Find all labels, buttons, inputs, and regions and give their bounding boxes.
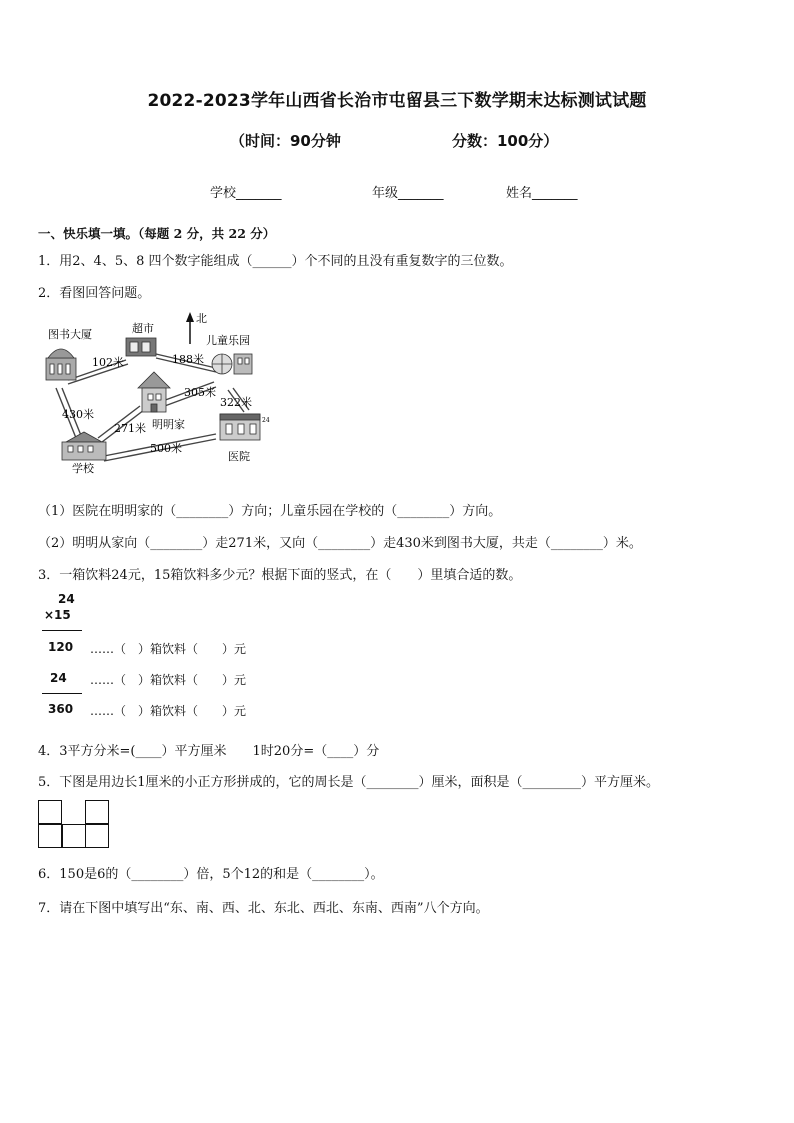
calc-partial-2: 24	[50, 671, 67, 685]
question-6: 6．150是6的（________）倍，5个12的和是（________）。	[38, 867, 384, 882]
grade-field: 年级_______	[372, 186, 444, 201]
calc-line-2: ……（ ）箱饮料（ ）元	[90, 673, 247, 687]
question-1: 1．用2、4、5、8 四个数字能组成（______）个不同的且没有重复数字的三位数。	[38, 254, 513, 269]
calc-product: 360	[48, 702, 74, 716]
page-title: 2022-2023学年山西省长治市屯留县三下数学期末达标测试试题	[147, 91, 647, 111]
question-7: 7．请在下图中填写出“东、南、西、北、东北、西北、东南、西南”八个方向。	[38, 901, 489, 916]
hospital-label: 医院	[228, 450, 250, 463]
distance-library-supermarket: 102米	[92, 356, 124, 369]
question-2: 2．看图回答问题。	[38, 286, 151, 301]
grid-square	[85, 800, 109, 824]
distance-school-home: 271米	[114, 422, 146, 435]
calc-rule-1	[42, 630, 82, 631]
school-field: 学校_______	[210, 186, 282, 201]
north-label: 北	[196, 312, 207, 325]
distance-library-school: 430米	[62, 408, 94, 421]
calc-line-3: ……（ ）箱饮料（ ）元	[90, 704, 247, 718]
calc-line-1: ……（ ）箱饮料（ ）元	[90, 642, 247, 656]
grid-square	[85, 824, 109, 848]
park-icon	[212, 354, 252, 374]
question-5: 5．下图是用边长1厘米的小正方形拼成的，它的周长是（________）厘米，面积是（_________）平方厘米。	[38, 775, 660, 790]
north-arrow-icon	[186, 312, 194, 344]
supermarket-label: 超市	[132, 322, 154, 335]
calc-rule-2	[42, 693, 82, 694]
hospital-sign: 24	[262, 417, 270, 424]
supermarket-building-icon	[126, 338, 156, 356]
hospital-building-icon	[220, 414, 260, 440]
exam-score: 分数：100分）	[452, 132, 559, 150]
home-building-icon	[138, 372, 170, 412]
map-figure	[38, 308, 278, 475]
question-3: 3．一箱饮料24元，15箱饮料多少元？根据下面的竖式，在（ ）里填合适的数。	[38, 568, 522, 583]
calc-multiplier: ×15	[44, 608, 71, 622]
grid-square	[38, 824, 62, 848]
library-building-icon	[46, 349, 76, 380]
section-heading: 一、快乐填一填。（每题 2 分，共 22 分）	[38, 226, 276, 241]
question-2-2: （2）明明从家向（________）走271米，又向（________）走430米到图书大厦，共走（________）米。	[38, 536, 642, 551]
name-field: 姓名_______	[506, 186, 578, 201]
distance-home-park: 305米	[184, 386, 216, 399]
distance-park-hospital: 322米	[220, 396, 252, 409]
school-label: 学校	[72, 462, 94, 475]
library-label: 图书大厦	[48, 328, 92, 341]
grid-square	[62, 824, 86, 848]
calc-multiplicand: 24	[58, 592, 75, 606]
distance-school-hospital: 500米	[150, 442, 182, 455]
question-4: 4．3平方分米=(____）平方厘米 1时20分=（____）分	[38, 744, 380, 759]
exam-time: （时间：90分钟	[230, 132, 341, 150]
park-label: 儿童乐园	[206, 334, 250, 347]
grid-square	[38, 800, 62, 824]
home-label: 明明家	[152, 418, 185, 431]
calc-partial-1: 120	[48, 640, 74, 654]
distance-supermarket-park: 188米	[172, 353, 204, 366]
question-2-1: （1）医院在明明家的（________）方向；儿童乐园在学校的（________）方向。	[38, 504, 502, 519]
